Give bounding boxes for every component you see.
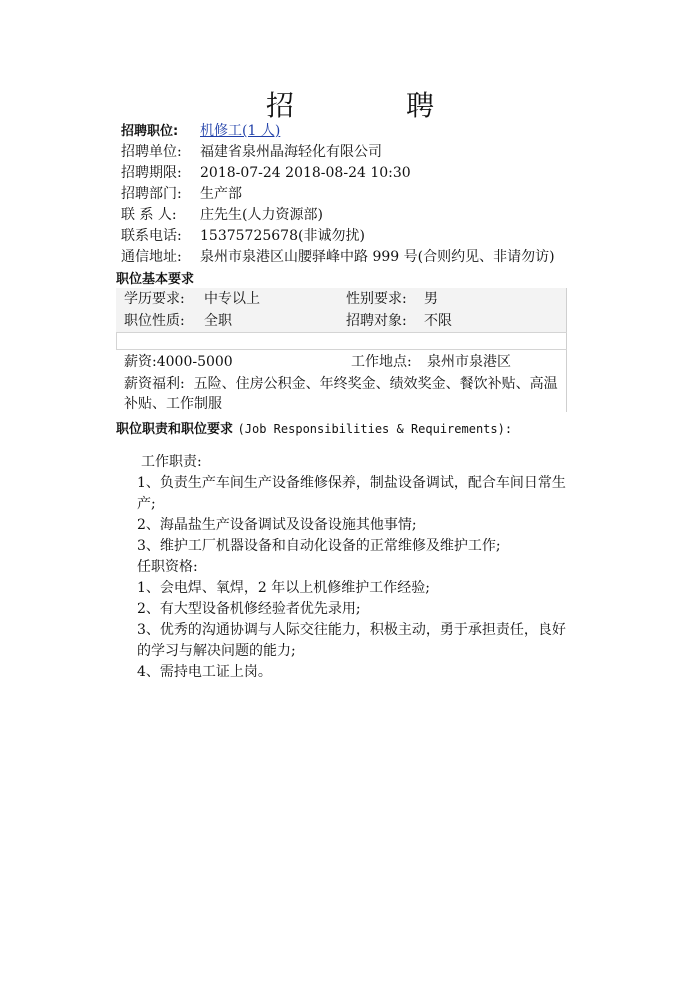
requirements-divider: [116, 332, 567, 350]
qualifications-heading: 任职资格:: [137, 559, 198, 575]
salary-value: 4000-5000: [156, 354, 233, 370]
info-row-position: [121, 121, 581, 142]
info-label: 联 系 人:: [121, 207, 177, 223]
info-value: 泉州市泉港区山腰驿峰中路 999 号(合则约见、非请勿访): [200, 249, 555, 265]
requirements-row: [124, 351, 511, 373]
info-value: 15375725678(非诚勿扰): [200, 228, 365, 244]
benefits: [124, 374, 564, 414]
info-value: 生产部: [200, 186, 242, 202]
position-link[interactable]: [200, 123, 280, 139]
benefit-value: 五险、住房公积金、年终奖金、绩效奖金、餐饮补贴、高温补贴、工作制服: [124, 376, 558, 412]
qualification-item: 3、优秀的沟通协调与人际交往能力，积极主动，勇于承担责任，良好的学习与解决问题的能力;: [137, 622, 566, 659]
target-label: 招聘对象:: [346, 313, 407, 329]
location-label: 工作地点:: [351, 354, 412, 370]
basic-requirements-heading: 职位基本要求: [116, 272, 195, 287]
info-row-period: [121, 163, 581, 184]
info-label: 联系电话:: [121, 228, 182, 244]
info-row-phone: [121, 226, 581, 247]
qualification-item: 4、需持电工证上岗。: [137, 664, 272, 680]
requirements-row: [124, 288, 438, 310]
info-label: 通信地址:: [121, 249, 182, 265]
gender-label: 性别要求:: [346, 291, 407, 307]
page-title: 招 聘: [265, 89, 476, 122]
gender-value: 男: [424, 291, 438, 307]
benefit-label: 薪资福利:: [124, 376, 185, 392]
position-label: 招聘职位:: [121, 124, 179, 139]
responsibilities-subtitle: (Job Responsibilities & Requirements):: [237, 422, 513, 436]
position-title[interactable]: 机修工: [200, 123, 242, 139]
nature-value: 全职: [204, 313, 232, 329]
duty-item: 3、维护工厂机器设备和自动化设备的正常维修及维护工作;: [137, 538, 501, 554]
qualification-item: 1、会电焊、氧焊，2 年以上机修维护工作经验;: [137, 580, 430, 596]
responsibilities-body: [137, 452, 577, 683]
responsibilities-heading: [116, 418, 512, 437]
duty-item: 1、负责生产车间生产设备维修保养，制盐设备调试，配合车间日常生产;: [137, 475, 566, 512]
qualification-item: 2、有大型设备机修经验者优先录用;: [137, 601, 361, 617]
info-row-department: [121, 184, 581, 205]
info-label: 招聘部门:: [121, 186, 182, 202]
duty-item: 2、海晶盐生产设备调试及设备设施其他事情;: [137, 517, 417, 533]
education-label: 学历要求:: [124, 291, 185, 307]
duties-heading: 工作职责:: [141, 454, 202, 470]
info-row-address: [121, 247, 581, 268]
target-value: 不限: [424, 313, 452, 329]
info-value: 福建省泉州晶海轻化有限公司: [200, 144, 382, 160]
position-count[interactable]: (1 人): [242, 123, 281, 139]
education-value: 中专以上: [204, 291, 260, 307]
location-value: 泉州市泉港区: [427, 354, 511, 370]
info-row-company: [121, 142, 581, 163]
info-value: 庄先生(人力资源部): [200, 207, 323, 223]
requirements-row: [124, 310, 452, 332]
info-label: 招聘期限:: [121, 165, 182, 181]
nature-label: 职位性质:: [124, 313, 185, 329]
posting-info: [121, 121, 581, 268]
info-value: 2018-07-24 2018-08-24 10:30: [200, 165, 411, 181]
info-label: 招聘单位:: [121, 144, 182, 160]
responsibilities-title: 职位职责和职位要求: [116, 422, 234, 437]
salary-label: 薪资:: [124, 354, 157, 370]
requirements-box: [116, 288, 567, 412]
info-row-contact: [121, 205, 581, 226]
